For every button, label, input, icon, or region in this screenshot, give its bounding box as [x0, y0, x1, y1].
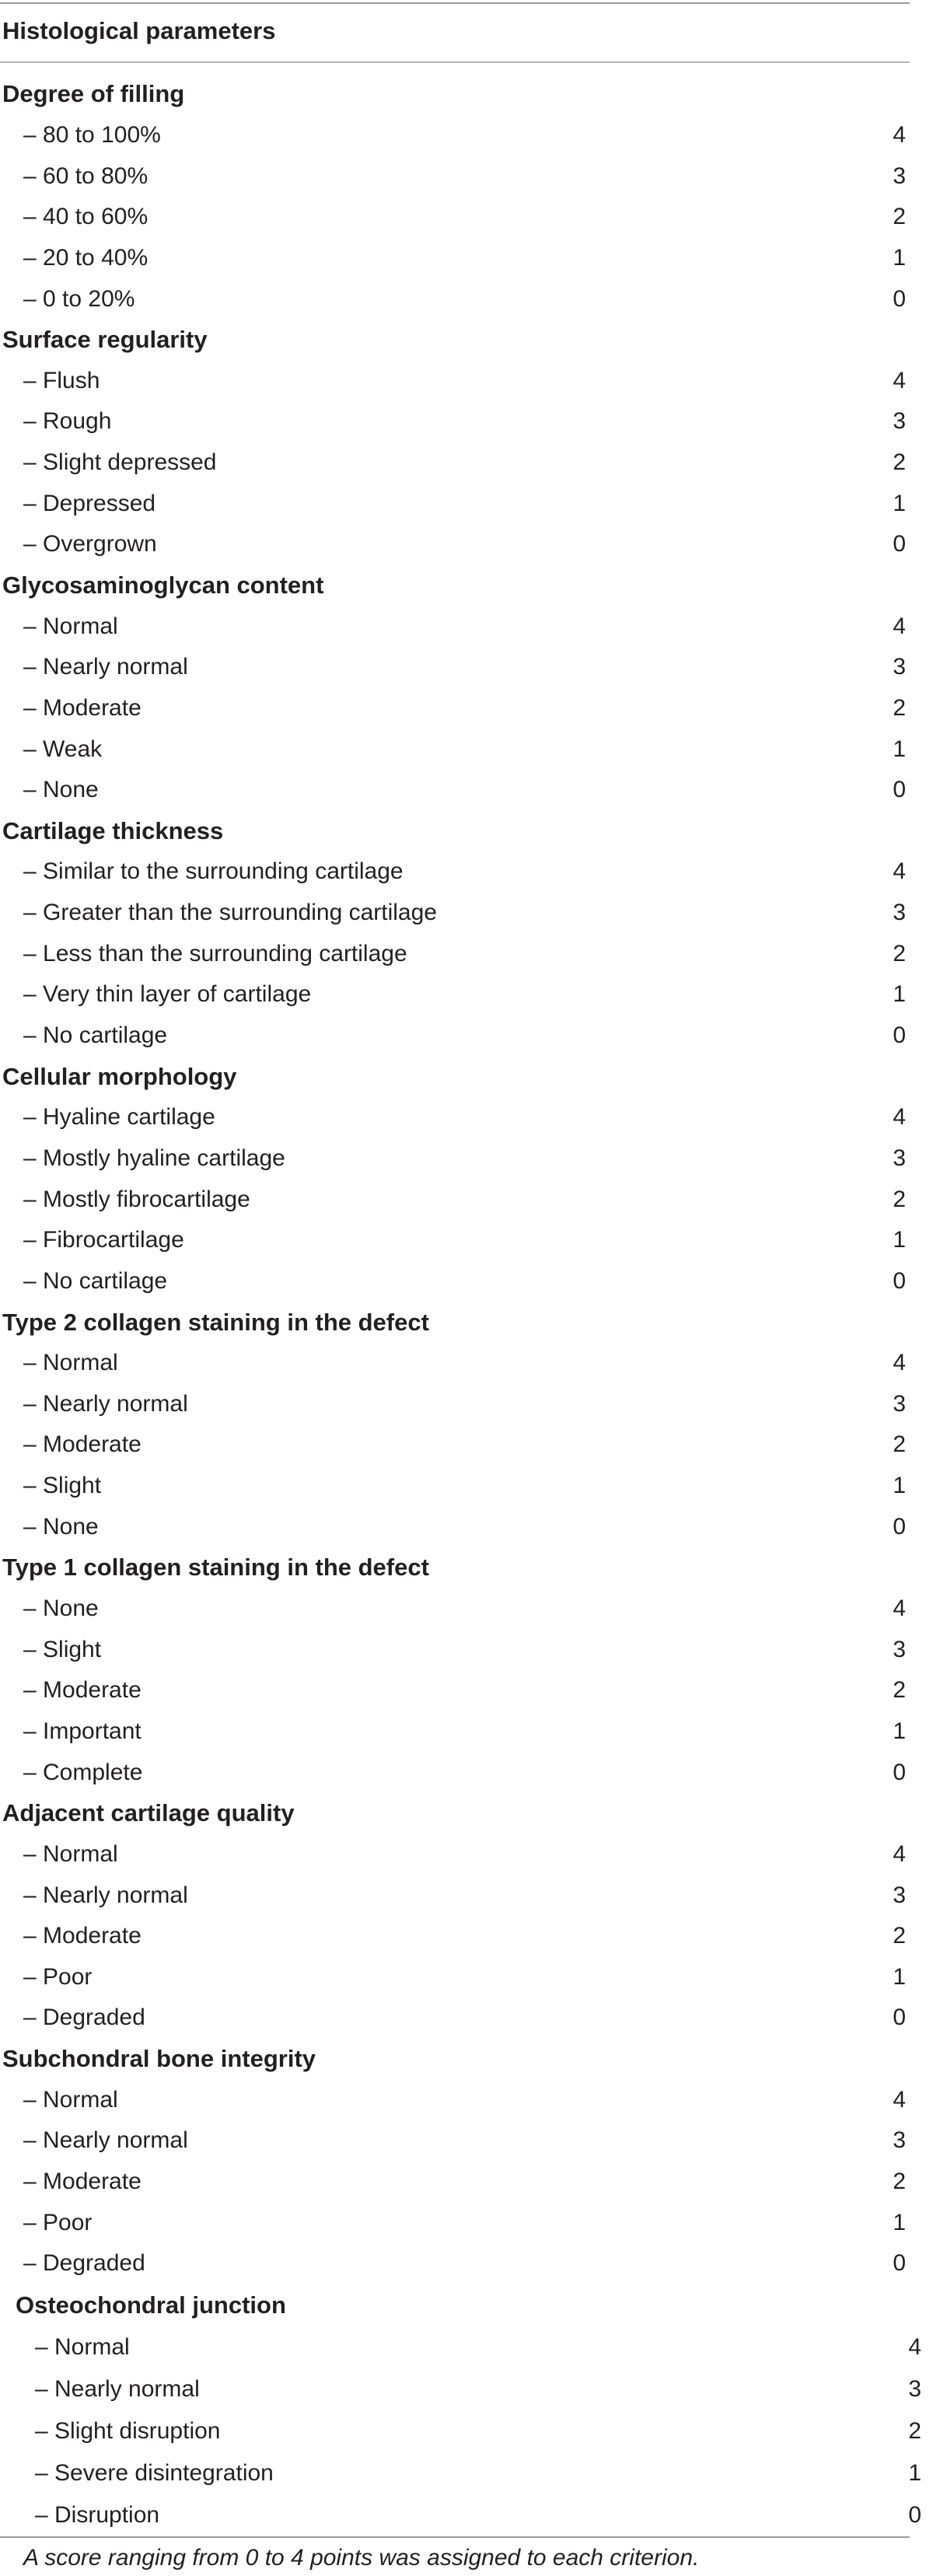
criterion-section	[0, 1547, 933, 1793]
grade-label: – 20 to 40%	[23, 244, 149, 271]
grade-score: 0	[893, 2250, 906, 2277]
grade-label: – Nearly normal	[23, 1390, 188, 1417]
grade-score: 3	[893, 408, 906, 435]
grade-label: – Mostly fibrocartilage	[23, 1186, 250, 1212]
table-bottom-rule	[0, 2536, 910, 2538]
table-row	[0, 2326, 925, 2368]
grade-label: – No cartilage	[23, 1022, 168, 1049]
table-row	[0, 729, 910, 770]
table-row	[0, 197, 910, 238]
grade-score: 0	[893, 1513, 906, 1540]
table-row	[0, 1015, 910, 1057]
grade-label: – 80 to 100%	[23, 121, 161, 148]
grade-score: 0	[893, 1022, 906, 1049]
table-top-rule	[0, 2, 910, 4]
table-row	[0, 1220, 910, 1261]
table-row	[0, 2079, 910, 2120]
grade-score: 4	[893, 1596, 906, 1622]
grade-label: – Nearly normal	[23, 1882, 188, 1908]
table-row	[0, 524, 910, 565]
table-row	[0, 606, 910, 647]
grade-score: 0	[893, 777, 906, 803]
grade-label: – Normal	[23, 2086, 118, 2113]
table-row	[0, 2452, 925, 2494]
grade-label: – Slight	[23, 1473, 102, 1499]
grade-label: – Slight	[23, 1636, 102, 1662]
grade-label: – Mostly hyaline cartilage	[23, 1145, 285, 1171]
grade-score: 4	[893, 1350, 906, 1376]
grade-score: 2	[893, 1431, 906, 1458]
grade-label: – Moderate	[23, 1431, 142, 1458]
table-header: Histological parameters	[2, 17, 276, 44]
table-row	[0, 2162, 910, 2203]
header-bottom-rule	[0, 61, 910, 63]
grade-label: – Nearly normal	[35, 2375, 200, 2402]
grade-label: – Complete	[23, 1759, 143, 1785]
grade-label: – Depressed	[23, 490, 156, 516]
criterion-section	[0, 320, 933, 565]
table-row	[0, 2494, 925, 2536]
table-row	[0, 1179, 910, 1220]
grade-label: – Nearly normal	[23, 654, 188, 680]
table-row	[0, 1834, 910, 1875]
grade-score: 0	[893, 2005, 906, 2031]
table-row	[0, 770, 910, 811]
table-row	[0, 2410, 925, 2452]
grade-score: 2	[893, 449, 906, 476]
criterion-section	[0, 1056, 933, 1302]
grade-score: 1	[893, 490, 906, 516]
grade-score: 1	[893, 981, 906, 1008]
table-row	[0, 1629, 910, 1670]
grade-score: 2	[893, 1677, 906, 1704]
table-row	[0, 115, 910, 156]
grade-label: – 40 to 60%	[23, 204, 149, 230]
table-row	[0, 688, 910, 729]
grade-label: – Important	[23, 1718, 142, 1744]
grade-score: 2	[893, 940, 906, 966]
criterion-title: Type 1 collagen staining in the defect	[2, 1554, 429, 1582]
criterion-title: Degree of filling	[2, 80, 185, 108]
grade-label: – Moderate	[23, 694, 142, 721]
grade-label: – None	[23, 1596, 99, 1622]
grade-label: – Normal	[23, 613, 118, 639]
table-row	[0, 2120, 910, 2162]
criterion-section	[0, 565, 933, 811]
grade-label: – Overgrown	[23, 531, 157, 557]
grade-label: – Very thin layer of cartilage	[23, 981, 312, 1008]
table-row	[0, 2202, 910, 2243]
grade-score: 4	[893, 2086, 906, 2113]
grade-score: 3	[893, 1145, 906, 1171]
grade-score: 4	[893, 1840, 906, 1867]
table-row	[0, 893, 910, 934]
table-row	[0, 1916, 910, 1957]
table-footnote: A score ranging from 0 to 4 points was assigned to each criterion.	[23, 2545, 700, 2571]
criterion-title: Surface regularity	[2, 326, 208, 354]
table-row	[0, 851, 910, 893]
table-row	[0, 1466, 910, 1507]
grade-label: – Rough	[23, 408, 112, 435]
grade-score: 3	[893, 163, 906, 189]
grade-score: 1	[893, 1963, 906, 1990]
grade-score: 4	[908, 2333, 921, 2360]
grade-label: – Moderate	[23, 1677, 142, 1704]
grade-score: 3	[893, 654, 906, 680]
criterion-title: Glycosaminoglycan content	[2, 571, 324, 599]
grade-score: 1	[893, 2209, 906, 2235]
grade-label: – Poor	[23, 1963, 93, 1990]
grade-label: – Weak	[23, 736, 103, 762]
grade-score: 0	[908, 2501, 921, 2528]
table-row	[0, 1097, 910, 1138]
grade-score: 0	[893, 531, 906, 557]
criterion-title: Cartilage thickness	[2, 816, 224, 844]
grade-score: 1	[908, 2459, 921, 2486]
grade-label: – No cartilage	[23, 1267, 168, 1294]
grade-label: – Degraded	[23, 2250, 145, 2277]
grade-score: 1	[893, 1473, 906, 1499]
table-row	[0, 442, 910, 484]
table-row	[0, 1875, 910, 1916]
criterion-title: Subchondral bone integrity	[2, 2045, 316, 2073]
grade-score: 3	[893, 1390, 906, 1417]
grade-label: – Less than the surrounding cartilage	[23, 940, 407, 966]
criterion-section	[0, 74, 933, 320]
grade-label: – None	[23, 1513, 99, 1540]
table-row	[0, 1261, 910, 1302]
grade-score: 2	[893, 204, 906, 230]
table-row	[0, 401, 910, 442]
table-row	[0, 647, 910, 688]
grade-label: – Moderate	[23, 1923, 142, 1949]
table-row	[0, 1670, 910, 1711]
grade-score: 1	[893, 736, 906, 762]
table-row	[0, 1711, 910, 1753]
grade-score: 0	[893, 1759, 906, 1785]
grade-score: 1	[893, 244, 906, 271]
criterion-section	[0, 1302, 933, 1547]
grade-score: 1	[893, 1227, 906, 1253]
grade-label: – Normal	[23, 1840, 118, 1867]
table-body	[0, 74, 933, 2536]
grade-label: – Nearly normal	[23, 2127, 188, 2154]
table-row	[0, 1506, 910, 1547]
criterion-section	[0, 811, 933, 1057]
grade-score: 3	[893, 900, 906, 926]
table-row	[0, 1752, 910, 1793]
grade-score: 2	[893, 694, 906, 721]
grade-score: 3	[893, 1882, 906, 1908]
table-row	[0, 2368, 925, 2410]
table-row	[0, 974, 910, 1015]
grade-score: 1	[893, 1718, 906, 1744]
table-row	[0, 156, 910, 197]
grade-label: – Flush	[23, 367, 100, 393]
grade-score: 4	[893, 367, 906, 393]
table-row	[0, 238, 910, 279]
table-row	[0, 1424, 910, 1466]
table-row	[0, 1343, 910, 1384]
grade-score: 3	[893, 2127, 906, 2154]
grade-label: – Degraded	[23, 2005, 145, 2031]
grade-score: 4	[893, 121, 906, 148]
grade-score: 3	[893, 1636, 906, 1662]
criterion-section	[0, 1793, 933, 2039]
grade-score: 4	[893, 1104, 906, 1131]
grade-label: – 0 to 20%	[23, 285, 135, 312]
grade-label: – 60 to 80%	[23, 163, 149, 189]
grade-label: – None	[23, 777, 99, 803]
grade-score: 4	[893, 613, 906, 639]
grade-label: – Slight disruption	[35, 2417, 221, 2444]
table-row	[0, 360, 910, 401]
grade-score: 2	[908, 2417, 921, 2444]
table-row	[0, 278, 910, 320]
grade-score: 2	[893, 1186, 906, 1212]
table-row	[0, 933, 910, 974]
table-row	[0, 1384, 910, 1425]
grade-score: 2	[893, 2168, 906, 2194]
grade-label: – Similar to the surrounding cartilage	[23, 858, 404, 885]
criterion-title: Type 2 collagen staining in the defect	[2, 1308, 429, 1336]
table-row	[0, 1589, 910, 1630]
grade-score: 0	[893, 285, 906, 312]
criterion-section	[0, 2284, 933, 2536]
criterion-title: Osteochondral junction	[16, 2291, 286, 2319]
grade-label: – Severe disintegration	[35, 2459, 274, 2486]
criterion-section	[0, 2039, 933, 2284]
table-row	[0, 1138, 910, 1180]
grade-label: – Poor	[23, 2209, 93, 2235]
grade-score: 3	[908, 2375, 921, 2402]
grade-label: – Slight depressed	[23, 449, 217, 476]
grade-score: 0	[893, 1267, 906, 1294]
grade-label: – Disruption	[35, 2501, 160, 2528]
table-row	[0, 483, 910, 524]
grade-label: – Hyaline cartilage	[23, 1104, 215, 1131]
grade-label: – Normal	[35, 2333, 130, 2360]
table-row	[0, 1956, 910, 1998]
grade-score: 2	[893, 1923, 906, 1949]
table-row	[0, 2243, 910, 2284]
grade-score: 4	[893, 858, 906, 885]
grade-label: – Moderate	[23, 2168, 142, 2194]
grade-label: – Normal	[23, 1350, 118, 1376]
criterion-title: Cellular morphology	[2, 1062, 237, 1090]
grade-label: – Greater than the surrounding cartilage	[23, 900, 437, 926]
grade-label: – Fibrocartilage	[23, 1227, 184, 1253]
criterion-title: Adjacent cartilage quality	[2, 1799, 295, 1827]
table-row	[0, 1998, 910, 2039]
